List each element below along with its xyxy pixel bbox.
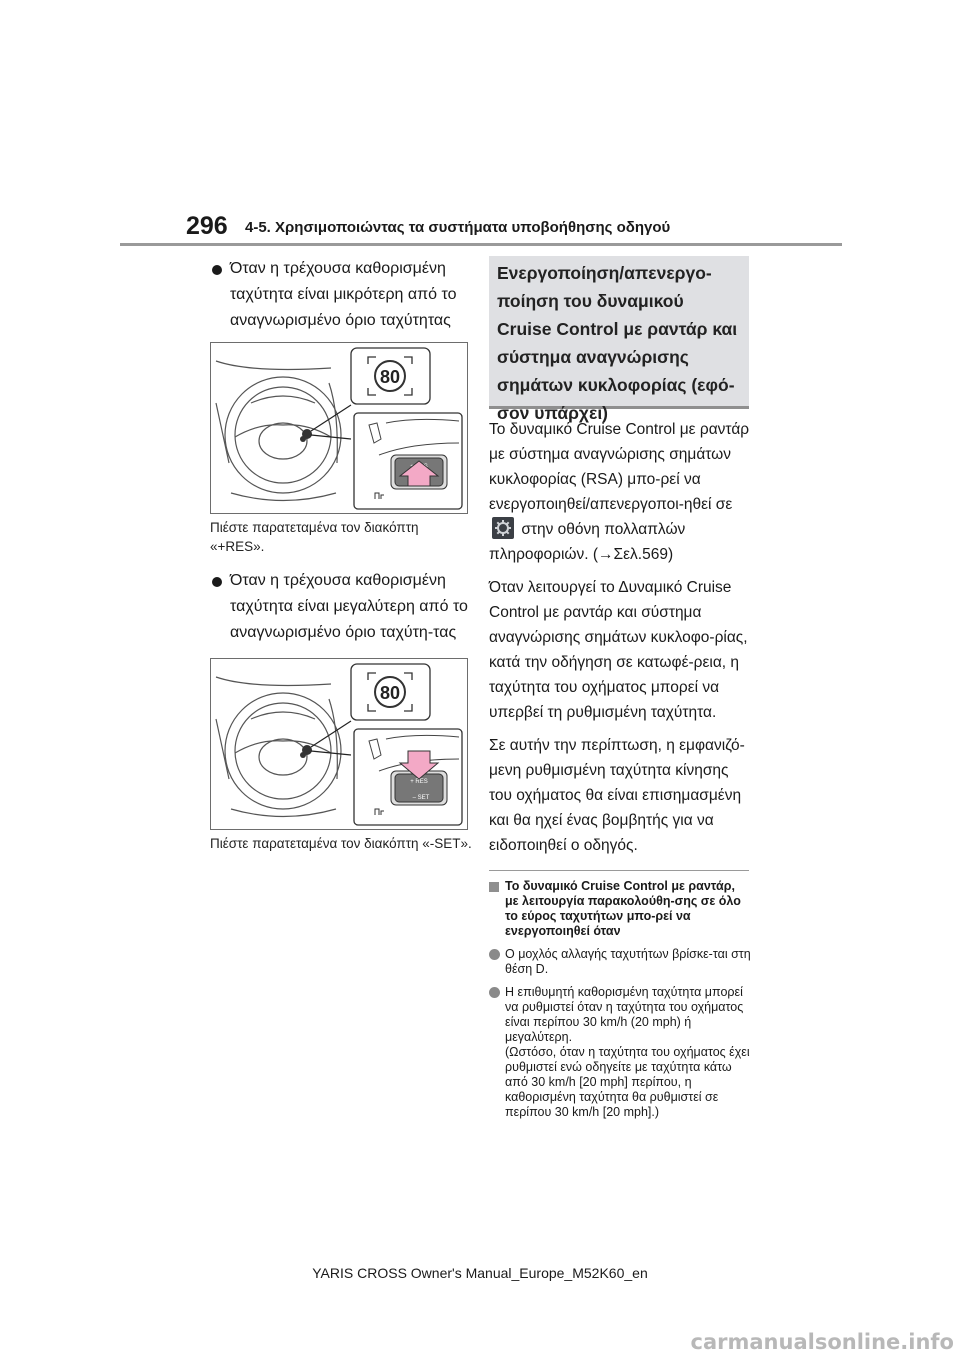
right-column [489,256,751,1120]
header-rule [120,243,842,246]
figure-set-switch [210,658,468,830]
speed-limit-sign: 80 [379,683,401,703]
paragraph-rsa-toggle: Το δυναμικό Cruise Control με ραντάρ με σύστημα αναγνώρισης σημάτων κυκλοφορίας (RSA) μπο-ρεί να ενεργοποιηθεί/απενεργοποι-ηθεί σε στην οθόνη πολλαπλών πληροφοριών. (→Σελ.569) [489,421,750,563]
square-bullet-icon [489,882,499,892]
steering-wheel-illustration [211,343,467,513]
settings-gear-icon [492,517,514,539]
speed-limit-sign: 80 [379,367,401,387]
bullet-text: Όταν η τρέχουσα καθορισμένη ταχύτητα είναι μικρότερη από το αναγνωρισμένο όριο ταχύτητας [230,260,457,329]
bullet-dot-icon [212,265,222,275]
divider [489,870,749,871]
bullet-item-higher-speed [210,568,472,646]
set-button-label: – SET [412,795,430,801]
steering-wheel-illustration [211,659,467,829]
bullet-dot-icon [489,987,500,998]
paragraph-warning: Σε αυτήν την περίπτωση, η εμφανιζό-μενη ρυθμισμένη ταχύτητα κίνησης του οχήματος θα είναι επισημασμένη και θα ηχεί ένας βομβητής για να ειδοποιηθεί ο οδηγός. [489,737,745,854]
section-heading-box: Ενεργοποίηση/απενεργο-ποίηση του δυναμικού Cruise Control με ραντάρ και σύστημα αναγνώρισης σημάτων κυκλοφορίας (εφό-σον υπάρχει) [489,256,749,409]
bullet-text: Όταν η τρέχουσα καθορισμένη ταχύτητα είναι μεγαλύτερη από το αναγνωρισμένο όριο ταχύτη-τας [230,572,468,641]
footer: YARIS CROSS Owner's Manual_Europe_M52K60_en [312,1265,648,1281]
left-column [210,256,472,853]
bullet-dot-icon [212,577,222,587]
watermark: carmanualsonline.info [690,1330,954,1354]
caption-res: Πιέστε παρατεταμένα τον διακόπτη «+RES». [210,520,419,554]
page-number: 296 [186,212,228,240]
figure-res-switch [210,342,468,514]
paragraph-downhill: Όταν λειτουργεί το Δυναμικό Cruise Control με ραντάρ και σύστημα αναγνώρισης σημάτων κυκλοφο-ρίας, κατά την οδήγηση σε κατωφέ-ρεια, η ταχύτητα του οχήματος μπορεί να υπερβεί τη ρυθμισμένη ταχύτητα. [489,579,748,721]
sub-heading: Το δυναμικό Cruise Control με ραντάρ, με λειτουργία παρακολούθη-σης σε όλο το εύρος ταχυτήτων μπο-ρεί να ενεργοποιηθεί όταν [489,879,751,939]
list-item: Ο μοχλός αλλαγής ταχυτήτων βρίσκε-ται στη θέση D. [489,947,751,977]
list-item: Η επιθυμητή καθορισμένη ταχύτητα μπορεί να ρυθμιστεί όταν η ταχύτητα του οχήματος είναι περίπου 30 km/h (20 mph) ή μεγαλύτερη. (Ωστόσο, όταν η ταχύτητα του οχήματος έχει ρυθμιστεί ενώ οδηγείτε με ταχύτητα κάτω από 30 km/h [20 mph] περίπου, η καθορισμένη ταχύτητα θα ρυθμιστεί σε περίπου 30 km/h [20 mph].) [489,985,751,1120]
caption-set: Πιέστε παρατεταμένα τον διακόπτη «-SET». [210,836,472,851]
bullet-item-lower-speed [210,256,472,334]
bullet-dot-icon [489,949,500,960]
section-title: 4-5. Χρησιμοποιώντας τα συστήματα υποβοήθησης οδηγού [245,219,671,236]
res-button-label: + RES [410,779,428,785]
